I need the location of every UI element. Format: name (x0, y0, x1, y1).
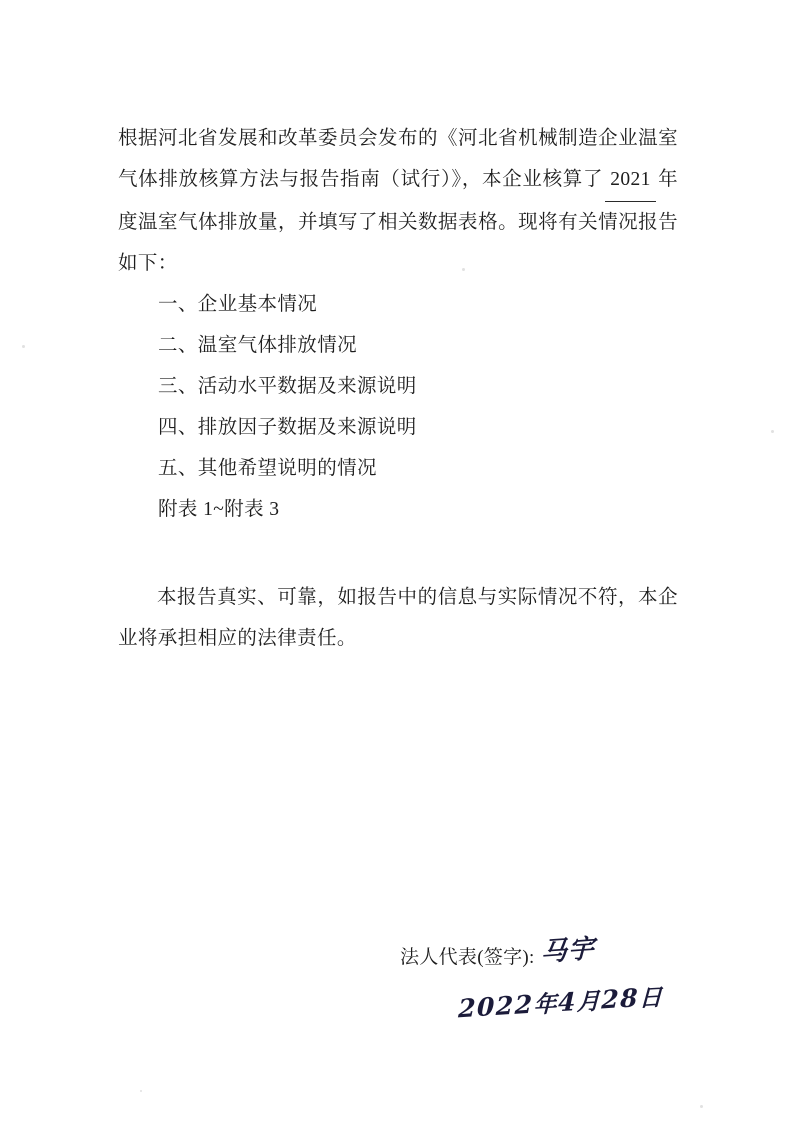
signature-block (400, 930, 730, 1024)
date-year: 2022 (457, 989, 534, 1024)
date-year-suffix: 年 (533, 990, 559, 1019)
signature-line (400, 930, 730, 969)
list-item: 三、活动水平数据及来源说明 (158, 376, 417, 397)
contents-list (118, 284, 678, 489)
signature-label: 法人代表(签字): (400, 947, 535, 968)
paragraph-spacer (118, 530, 678, 577)
list-item: 五、其他希望说明的情况 (158, 458, 377, 479)
date-month: 4 (557, 986, 578, 1018)
scan-speckle (140, 1090, 142, 1092)
handwritten-date (458, 979, 664, 1025)
intro-paragraph (118, 118, 678, 284)
intro-text-after-year: 年度温室气体排放量，并填写了相关数据表格。现将有关情况报告如下： (118, 169, 678, 274)
declaration-paragraph: 本报告真实、可靠，如报告中的信息与实际情况不符，本企业将承担相应的法律责任。 (118, 587, 678, 649)
scan-speckle (22, 345, 25, 348)
date-day-suffix: 日 (638, 983, 664, 1013)
list-item: 一、企业基本情况 (158, 294, 318, 315)
scan-speckle (700, 1105, 703, 1108)
list-item: 二、温室气体排放情况 (158, 335, 358, 356)
date-month-suffix: 月 (576, 987, 602, 1017)
date-day: 28 (601, 983, 640, 1015)
intro-text-before-year: 根据河北省发展和改革委员会发布的《河北省机械制造企业温室气体排放核算方法与报告指南（试行）》，本企业核算了 (118, 128, 678, 190)
list-item: 四、排放因子数据及来源说明 (158, 417, 417, 438)
handwritten-signature: 马宇 (540, 934, 596, 968)
document-body (118, 118, 678, 659)
reporting-year-value: 2021 (605, 159, 656, 202)
attachments-note: 附表 1~附表 3 (158, 499, 280, 520)
scan-speckle (771, 430, 774, 433)
